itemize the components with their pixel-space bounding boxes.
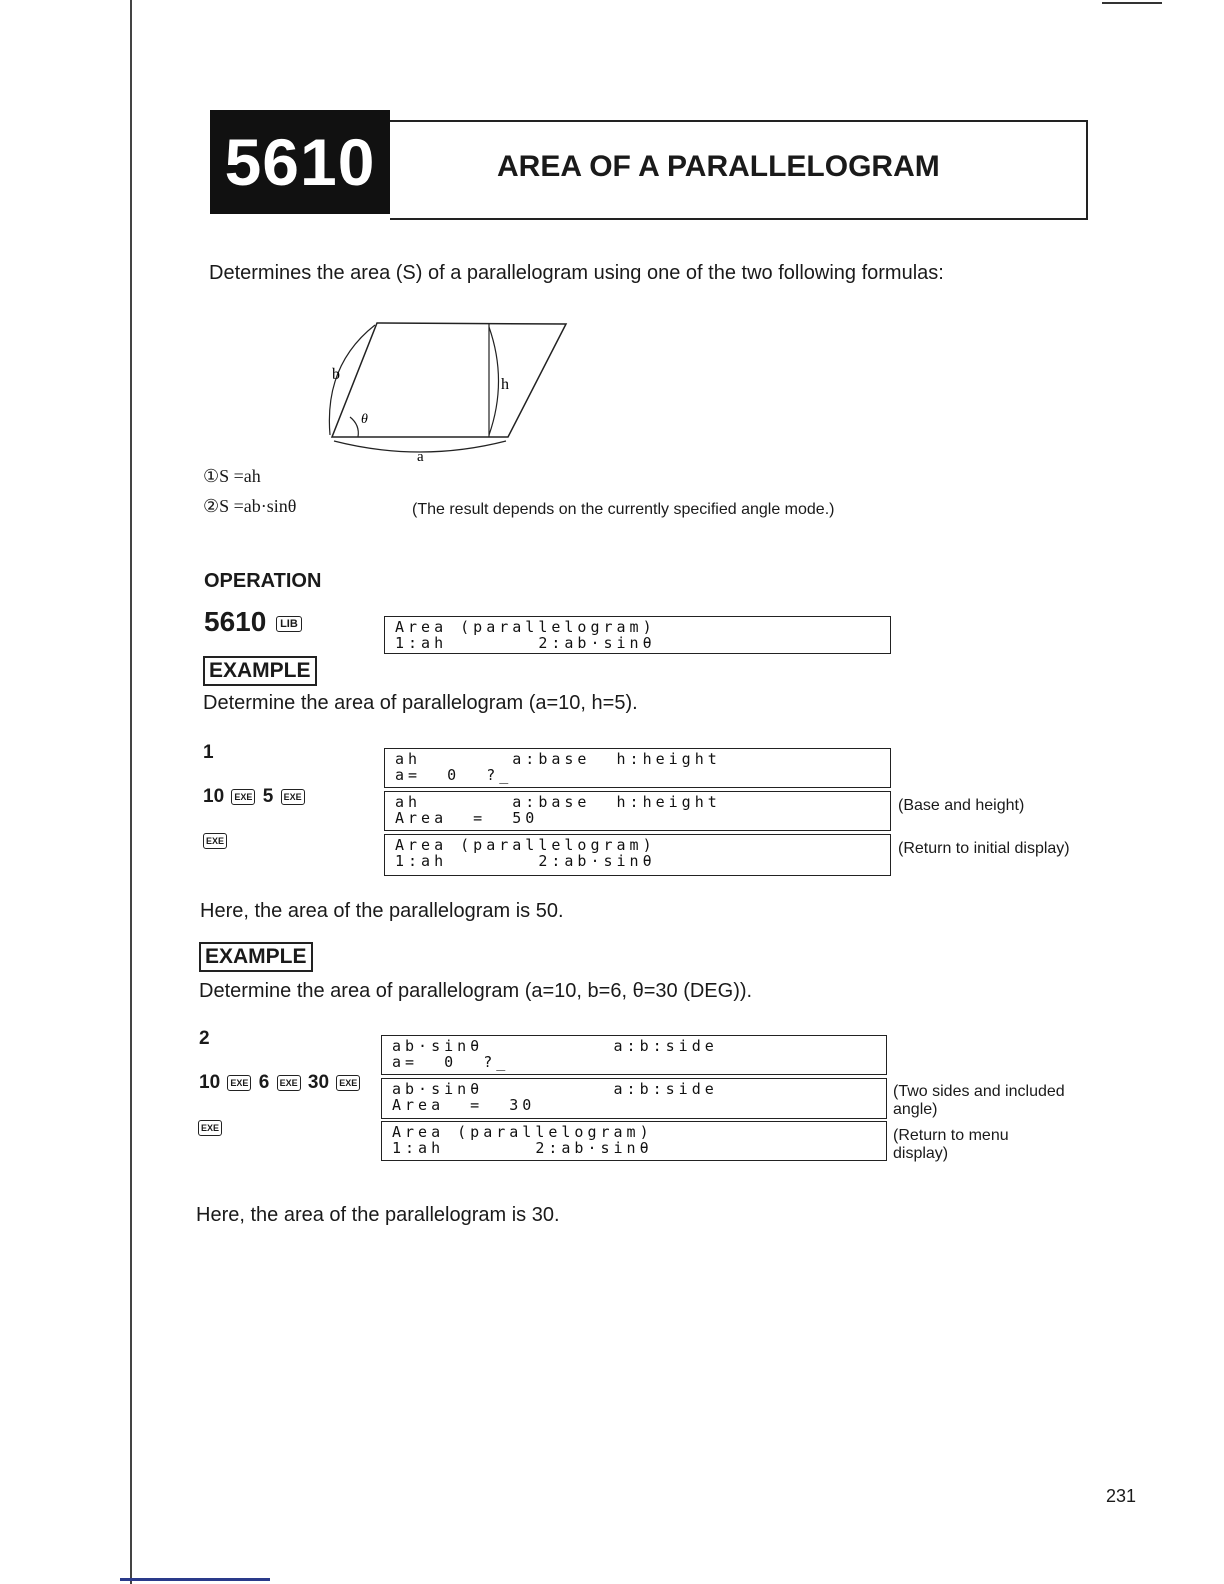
example-1-step-2-keys (203, 786, 307, 808)
exe-key-icon[interactable]: EXE (336, 1075, 360, 1091)
example-2-description: Determine the area of parallelogram (a=10, b=6, θ=30 (DEG)). (199, 980, 753, 1002)
example-1-label: EXAMPLE (203, 656, 317, 686)
exe-key-icon[interactable]: EXE (277, 1075, 301, 1091)
example-2-note-2-line-1: (Two sides and included (893, 1083, 1065, 1100)
program-code-badge: 5610 (210, 110, 390, 214)
parallelogram-diagram (320, 315, 580, 465)
display-line-2: 1:ah 2:ab·sinθ (392, 1139, 653, 1157)
example-1-display-3 (384, 834, 891, 876)
display-line-1: Area (parallelogram) (395, 836, 656, 854)
page-binding-edge (130, 0, 132, 1584)
operation-heading: OPERATION (204, 570, 322, 592)
example-1-display-1 (384, 748, 891, 788)
operation-entry (204, 606, 304, 638)
example-1-description: Determine the area of parallelogram (a=10, h=5). (203, 692, 638, 714)
example-2-display-3 (381, 1121, 887, 1161)
example-2-step-3-keys (196, 1117, 224, 1139)
example-1-step-3-keys (201, 830, 229, 852)
exe-key-icon[interactable]: EXE (198, 1120, 222, 1136)
example-2-note-3-line-1: (Return to menu (893, 1127, 1009, 1144)
example-2-display-1 (381, 1035, 887, 1075)
top-rule (1102, 2, 1162, 4)
example-2-result: Here, the area of the parallelogram is 30. (196, 1204, 560, 1226)
input-value: 10 (199, 1072, 221, 1093)
formula-1: ①S =ah (203, 466, 261, 486)
example-2-label: EXAMPLE (199, 942, 313, 972)
exe-key-icon[interactable]: EXE (231, 789, 255, 805)
label-theta: θ (361, 412, 368, 427)
intro-text: Determines the area (S) of a parallelogram using one of the two following formulas: (209, 262, 944, 284)
display-line-2: a= 0 ?_ (395, 766, 513, 784)
example-1-result: Here, the area of the parallelogram is 50. (200, 900, 564, 922)
input-value: 30 (307, 1072, 330, 1093)
example-1-note-2: (Base and height) (898, 797, 1025, 814)
angle-arc (350, 417, 358, 437)
label-a: a (417, 449, 424, 465)
bottom-rule (120, 1578, 270, 1581)
display-line-1: ab·sinθ a:b:side (392, 1080, 718, 1098)
exe-key-icon[interactable]: EXE (281, 789, 305, 805)
example-2-note-2-line-2: angle) (893, 1101, 938, 1118)
example-2-note-3-line-2: display) (893, 1145, 949, 1162)
lib-key-icon[interactable]: LIB (276, 616, 302, 632)
display-line-1: Area (parallelogram) (395, 618, 656, 636)
input-value: 5 (262, 786, 274, 807)
example-2-display-2 (381, 1078, 887, 1119)
example-2-step-2-keys (199, 1072, 362, 1094)
display-line-2: Area = 50 (395, 809, 539, 827)
display-line-2: Area = 30 (392, 1096, 536, 1114)
display-line-2: 1:ah 2:ab·sinθ (395, 634, 656, 652)
exe-key-icon[interactable]: EXE (227, 1075, 251, 1091)
formula-2-note: (The result depends on the currently specified angle mode.) (412, 501, 835, 518)
display-line-2: a= 0 ?_ (392, 1053, 510, 1071)
example-1-display-2 (384, 791, 891, 831)
display-line-2: 1:ah 2:ab·sinθ (395, 852, 656, 870)
example-1-step-1: 1 (203, 742, 214, 763)
display-line-1: Area (parallelogram) (392, 1123, 653, 1141)
label-h: h (501, 376, 509, 393)
input-value: 6 (258, 1072, 270, 1093)
display-line-1: ah a:base h:height (395, 750, 721, 768)
display-line-1: ab·sinθ a:b:side (392, 1037, 718, 1055)
formula-2: ②S =ab·sinθ (203, 496, 297, 516)
display-line-1: ah a:base h:height (395, 793, 721, 811)
operation-display (384, 616, 891, 654)
height-brace (489, 327, 499, 435)
page-number: 231 (1106, 1486, 1137, 1506)
page-title: AREA OF A PARALLELOGRAM (497, 150, 940, 183)
label-b: b (332, 366, 340, 383)
example-2-step-1: 2 (199, 1028, 210, 1049)
exe-key-icon[interactable]: EXE (203, 833, 227, 849)
input-value: 10 (203, 786, 225, 807)
operation-code: 5610 (204, 606, 267, 637)
example-1-note-3: (Return to initial display) (898, 840, 1070, 857)
